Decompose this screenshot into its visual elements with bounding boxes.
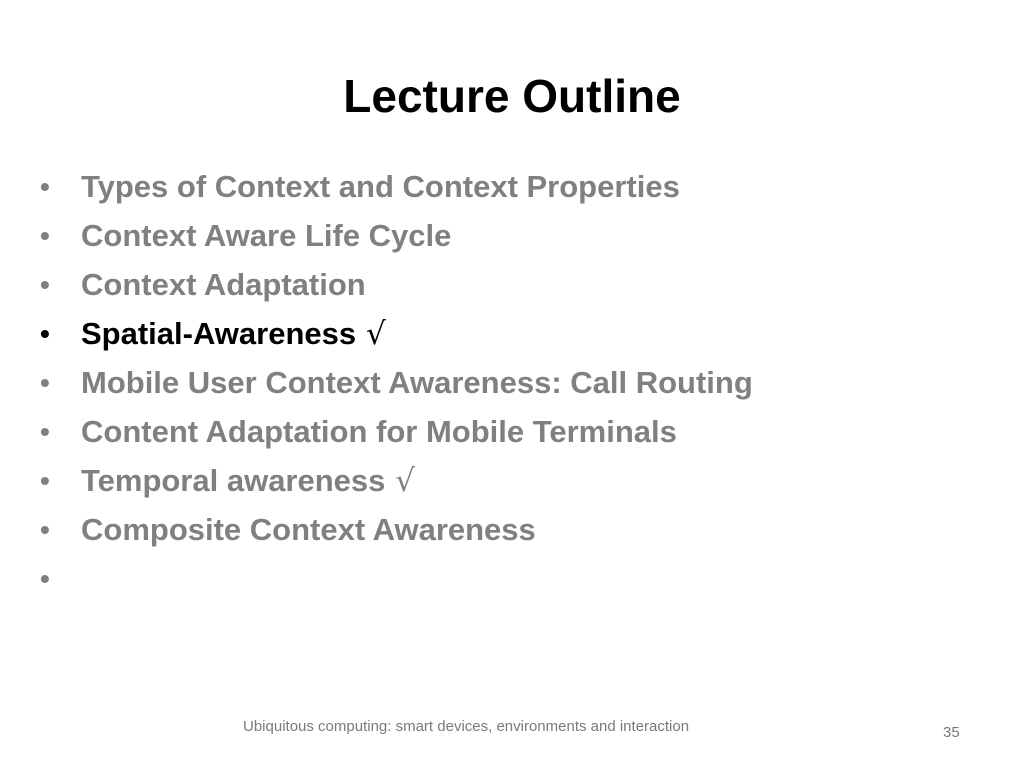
list-item-label — [81, 456, 415, 506]
checkmark-icon: √ — [356, 316, 386, 352]
slide-title: Lecture Outline — [343, 70, 681, 122]
bullet-icon: • — [40, 563, 50, 594]
list-item-label — [81, 505, 536, 555]
bullet-icon: • — [40, 367, 50, 398]
bullet-icon: • — [40, 465, 50, 496]
bullet-icon: • — [40, 318, 50, 349]
bullet-icon: • — [40, 220, 50, 251]
list-item-text: Context Adaptation — [81, 267, 366, 302]
list-item-label — [81, 309, 386, 359]
list-item-label — [81, 211, 451, 261]
checkmark-icon: √ — [385, 463, 416, 499]
list-item-label — [81, 162, 680, 212]
list-item-text: Mobile User Context Awareness: Call Routing — [81, 365, 753, 400]
list-item-label — [81, 260, 366, 310]
bullet-icon: • — [40, 269, 50, 300]
list-item-label — [81, 358, 753, 408]
list-item-text: Types of Context and Context Properties — [81, 169, 680, 204]
list-item-text: Spatial-Awareness — [81, 316, 357, 351]
list-item-text: Content Adaptation for Mobile Terminals — [81, 414, 677, 449]
page-number: 35 — [943, 724, 960, 741]
bullet-icon: • — [40, 514, 50, 545]
bullet-icon: • — [40, 171, 50, 202]
list-item-text: Temporal awareness — [81, 463, 386, 498]
bullet-icon: • — [40, 416, 50, 447]
list-item-text: Composite Context Awareness — [81, 512, 536, 547]
slide-footer: Ubiquitous computing: smart devices, environments and interaction — [243, 718, 690, 735]
list-item-label — [81, 407, 677, 457]
list-item-text: Context Aware Life Cycle — [81, 218, 452, 253]
